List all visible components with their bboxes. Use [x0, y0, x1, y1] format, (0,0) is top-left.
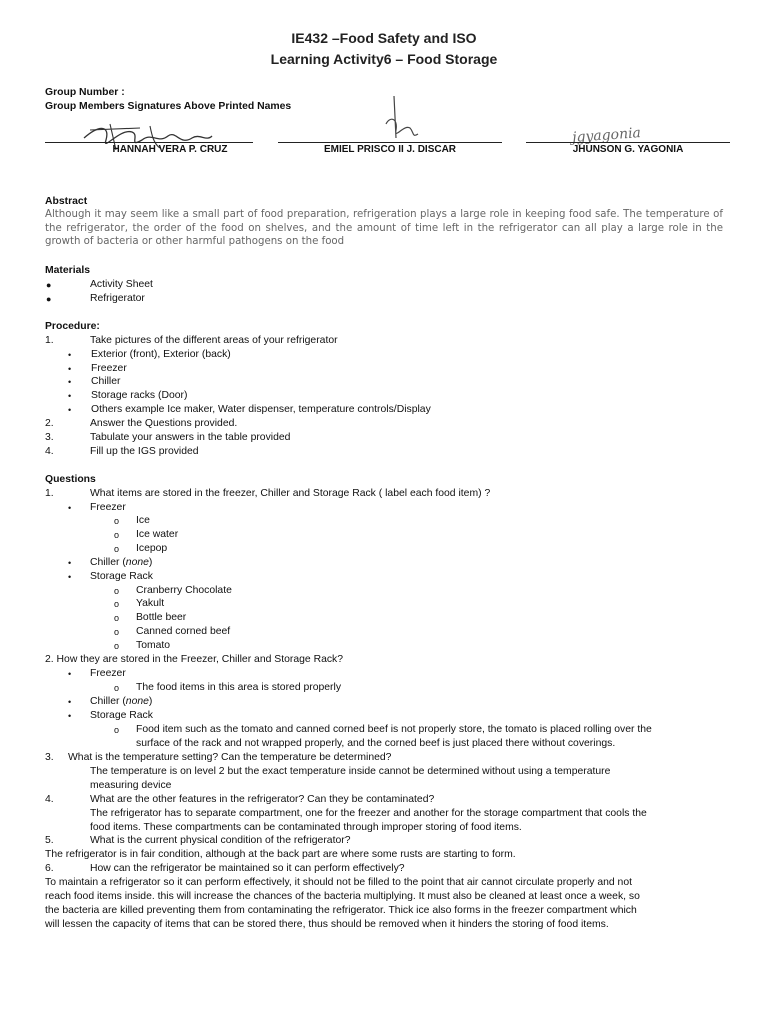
bullet-icon: ● — [46, 280, 52, 290]
bullet-icon: • — [68, 405, 72, 415]
question-number: 4. — [45, 794, 54, 805]
question-number: 6. — [45, 863, 54, 874]
step-number: 4. — [45, 446, 54, 457]
freezer-label: Freezer — [90, 502, 126, 513]
area-item: Chiller — [91, 376, 121, 387]
material-item: Activity Sheet — [90, 279, 153, 290]
bullet-icon: • — [68, 711, 72, 721]
procedure-step-4: Fill up the IGS provided — [90, 446, 199, 457]
circle-bullet-icon: o — [114, 683, 120, 693]
step-number: 3. — [45, 432, 54, 443]
area-item: Freezer — [91, 363, 127, 374]
bullet-icon: • — [68, 669, 72, 679]
q2-storage-answer-line-2: surface of the rack and not wrapped properly, and the corned beef is just placed there without coverings. — [136, 738, 616, 749]
q6-answer-line-1: To maintain a refrigerator so it can perform effectively, it should not be filled to the point that air cannot circulate properly and not — [45, 877, 633, 888]
storage-item: Canned corned beef — [136, 626, 231, 637]
storage-item: Bottle beer — [136, 612, 187, 623]
storage-item: Yakult — [136, 598, 165, 609]
circle-bullet-icon: o — [114, 613, 120, 623]
q2-storage-answer-line-1: Food item such as the tomato and canned corned beef is not properly store, the tomato is placed rolling over the — [136, 724, 652, 735]
signature-2-image — [372, 94, 422, 146]
material-item: Refrigerator — [90, 293, 145, 304]
storage-item: Cranberry Chocolate — [136, 585, 232, 596]
storage-item: Tomato — [136, 640, 171, 651]
close-paren: ) — [148, 557, 153, 568]
q3-answer-line-2: measuring device — [90, 780, 172, 791]
circle-bullet-icon: o — [114, 586, 120, 596]
step-number: 2. — [45, 418, 54, 429]
activity-title: Learning Activity6 – Food Storage — [270, 51, 498, 67]
abstract-heading: Abstract — [45, 196, 88, 207]
bullet-icon: • — [68, 503, 72, 513]
signatures-label: Group Members Signatures Above Printed Names — [45, 101, 292, 112]
storage-rack-label: Storage Rack — [90, 710, 153, 721]
procedure-step-2: Answer the Questions provided. — [90, 418, 238, 429]
storage-rack-label: Storage Rack — [90, 571, 153, 582]
area-item: Storage racks (Door) — [91, 390, 188, 401]
none-label: none — [125, 557, 149, 568]
course-title: IE432 –Food Safety and ISO — [291, 30, 477, 46]
circle-bullet-icon: o — [114, 599, 120, 609]
area-item: Exterior (front), Exterior (back) — [91, 349, 231, 360]
close-paren: ) — [148, 696, 153, 707]
q4-answer-line-2: food items. These compartments can be contaminated through improper storing of food items. — [90, 822, 522, 833]
question-3: What is the temperature setting? Can the temperature be determined? — [68, 752, 392, 763]
member-name-3: JHUNSON G. YAGONIA — [572, 144, 684, 155]
bullet-icon: • — [68, 558, 72, 568]
signature-line-2 — [278, 142, 502, 143]
question-6: How can the refrigerator be maintained so it can perform effectively? — [90, 863, 405, 874]
member-name-1: HANNAH VERA P. CRUZ — [112, 144, 228, 155]
bullet-icon: • — [68, 697, 72, 707]
procedure-step-3: Tabulate your answers in the table provided — [90, 432, 291, 443]
bullet-icon: ● — [46, 294, 52, 304]
questions-heading: Questions — [45, 474, 96, 485]
area-item: Others example Ice maker, Water dispenser, temperature controls/Display — [91, 404, 431, 415]
procedure-step-1: Take pictures of the different areas of your refrigerator — [90, 335, 338, 346]
question-5: What is the current physical condition of the refrigerator? — [90, 835, 351, 846]
question-number: 5. — [45, 835, 54, 846]
q6-answer-line-4: will lessen the capacity of items that can be stored there, thus should be removed when it hinders the storing of food items. — [45, 919, 609, 930]
signature-line-3 — [526, 142, 730, 143]
abstract-body: Although it may seem like a small part of food preparation, refrigeration plays a large role in keeping food safe. The temperature of the refrigerator, the order of the food on shelves, and the amount of time left in the refrigerator can all play a large role in the growth of bacteria or other harmful pathogens on the food — [45, 209, 723, 248]
chiller-label: Chiller ( — [90, 557, 126, 568]
q5-answer: The refrigerator is in fair condition, although at the back part are where some rusts are starting to form. — [45, 849, 516, 860]
question-1: What items are stored in the freezer, Chiller and Storage Rack ( label each food item) ? — [90, 488, 491, 499]
none-label: none — [125, 696, 149, 707]
q4-answer-line-1: The refrigerator has to separate compartment, one for the freezer and another for the storage compartment that cools the — [90, 808, 647, 819]
circle-bullet-icon: o — [114, 530, 120, 540]
circle-bullet-icon: o — [114, 725, 120, 735]
question-4: What are the other features in the refrigerator? Can they be contaminated? — [90, 794, 435, 805]
materials-heading: Materials — [45, 265, 91, 276]
bullet-icon: • — [68, 364, 72, 374]
freezer-label: Freezer — [90, 668, 126, 679]
circle-bullet-icon: o — [114, 627, 120, 637]
bullet-icon: • — [68, 391, 72, 401]
question-2: 2. How they are stored in the Freezer, Chiller and Storage Rack? — [45, 654, 344, 665]
q6-answer-line-3: the bacteria are killed preventing them from contaminating the refrigerator. Thick ice also forms in the freezer compartment which — [45, 905, 637, 916]
question-number: 3. — [45, 752, 54, 763]
bullet-icon: • — [68, 377, 72, 387]
step-number: 1. — [45, 335, 54, 346]
bullet-icon: • — [68, 572, 72, 582]
freezer-item: Ice water — [136, 529, 179, 540]
chiller-label: Chiller ( — [90, 696, 126, 707]
q3-answer-line-1: The temperature is on level 2 but the exact temperature inside cannot be determined without using a temperature — [90, 766, 611, 777]
procedure-heading: Procedure: — [45, 321, 100, 332]
signature-line-1 — [45, 142, 253, 143]
svg-text:jgyagonia: jgyagonia — [571, 125, 642, 146]
freezer-item: Ice — [136, 515, 150, 526]
q2-freezer-answer: The food items in this area is stored properly — [136, 682, 342, 693]
chiller-line — [90, 695, 152, 709]
freezer-item: Icepop — [136, 543, 168, 554]
chiller-line — [90, 556, 152, 570]
q6-answer-line-2: reach food items inside. this will increase the chances of the bacteria multiplying. It must also be cleaned at least once a week, so — [45, 891, 640, 902]
group-number-label: Group Number : — [45, 87, 125, 98]
circle-bullet-icon: o — [114, 544, 120, 554]
circle-bullet-icon: o — [114, 641, 120, 651]
question-number: 1. — [45, 488, 54, 499]
circle-bullet-icon: o — [114, 516, 120, 526]
member-name-2: EMIEL PRISCO II J. DISCAR — [323, 144, 457, 155]
bullet-icon: • — [68, 350, 72, 360]
